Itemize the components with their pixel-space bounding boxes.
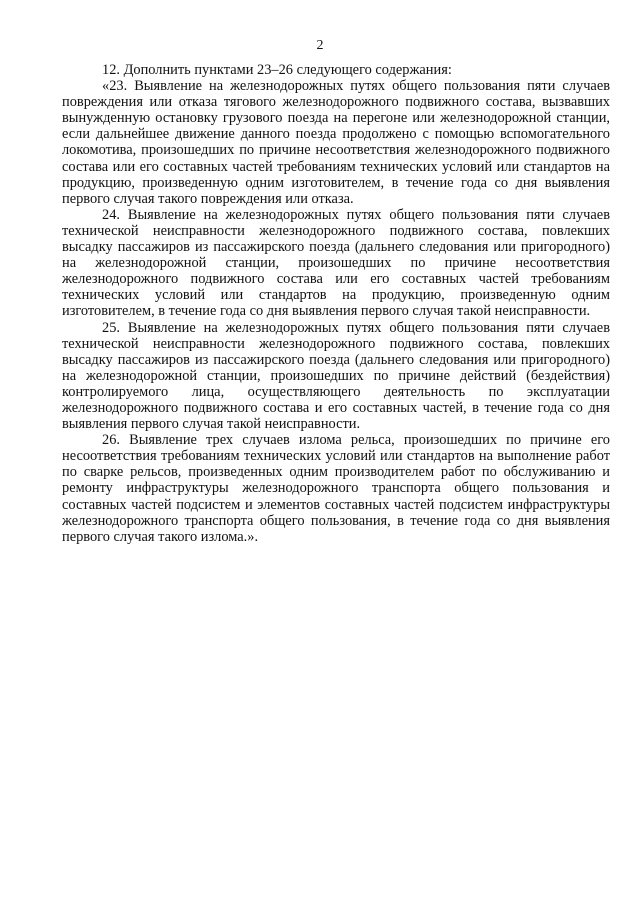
- paragraph-item-25: 25. Выявление на железнодорожных путях общего пользования пяти случаев технической неисправности железнодорожного подвижного состава, повлекших высадку пассажиров из пассажирского поезда (дальнего следования или пригородного) на железнодорожной станции, произошедших по причине действий (бездействия) контролируемого лица, осуществляющего деятельность по эксплуатации железнодорожного подвижного состава и его составных частей, в течение года со дня выявления первого случая такой неисправности.: [62, 319, 610, 433]
- paragraph-item-23: «23. Выявление на железнодорожных путях общего пользования пяти случаев повреждения или отказа тягового железнодорожного подвижного состава, вызвавших вынужденную остановку грузового поезда на перегоне или железнодорожной станции, если дальнейшее движение данного поезда продолжено с помощью вспомогательного локомотива, произошедших по причине несоответствия железнодорожного подвижного состава или его составных частей требованиям технических условий или стандартов на продукцию, произведенную одним изготовителем, в течение года со дня выявления первого случая такого повреждения или отказа.: [62, 78, 610, 207]
- page-number: 2: [316, 38, 324, 53]
- paragraph-item-12: 12. Дополнить пунктами 23–26 следующего содержания:: [102, 62, 452, 78]
- paragraph-item-26: 26. Выявление трех случаев излома рельса, произошедших по причине его несоответствия требованиям технических условий или стандартов на выполнение работ по сварке рельсов, произведенных одним производителем работ по обслуживанию и ремонту инфраструктуры железнодорожного транспорта общего пользования и составных частей подсистем и элементов составных частей подсистем инфраструктуры железнодорожного транспорта общего пользования, в течение года со дня выявления первого случая такого излома.».: [62, 432, 610, 545]
- paragraph-item-24: 24. Выявление на железнодорожных путях общего пользования пяти случаев технической неисправности железнодорожного подвижного состава, повлекших высадку пассажиров из пассажирского поезда (дальнего следования или пригородного) на железнодорожной станции, произошедших по причине несоответствия железнодорожного подвижного состава или его составных частей требованиям технических условий или стандартов на продукцию, произведенную одним изготовителем, в течение года со дня выявления первого случая такой неисправности.: [62, 206, 610, 320]
- document-body: [62, 62, 610, 545]
